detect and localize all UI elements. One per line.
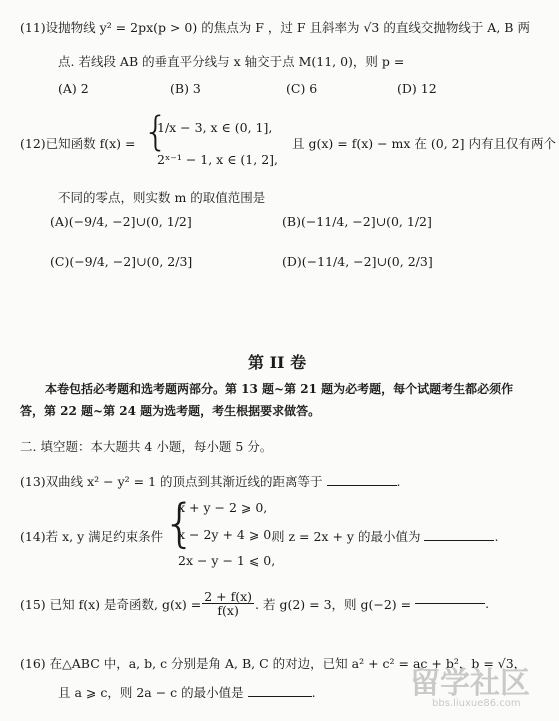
q14-cond1: x + y − 2 ⩾ 0, bbox=[178, 500, 268, 515]
q12-case1: 1/x − 3, x ∈ (0, 1], bbox=[157, 120, 273, 135]
section-intro-2: 答，第 22 题~第 24 题为选考题，考生根据要求做答。 bbox=[20, 404, 321, 418]
section-intro-1: 本卷包括必考题和选考题两部分。第 13 题~第 21 题为必考题，每个试题考生都必须作 bbox=[45, 382, 514, 396]
q16-answer-blank[interactable] bbox=[248, 696, 312, 697]
q11-option-a: (A) 2 bbox=[58, 81, 89, 96]
q12-option-c: (C)(−9/4, −2]∪(0, 2/3] bbox=[50, 254, 193, 269]
q11-option-c: (C) 6 bbox=[286, 81, 318, 96]
q14-suffix: 则 z = 2x + y 的最小值为 . bbox=[272, 529, 499, 544]
q14-prefix: (14)若 x, y 满足约束条件 bbox=[20, 529, 164, 544]
q15-denominator: f(x) bbox=[217, 603, 239, 619]
q14-cond3: 2x − y − 1 ⩽ 0, bbox=[178, 553, 276, 568]
section-title: 第 II 卷 bbox=[248, 353, 307, 372]
q14-cond2: x − 2y + 4 ⩾ 0, bbox=[178, 527, 276, 542]
q12-prefix: (12)已知函数 f(x) = bbox=[20, 136, 136, 151]
q15-answer-blank[interactable] bbox=[415, 603, 485, 604]
q11-line2: 点. 若线段 AB 的垂直平分线与 x 轴交于点 M(11, 0)，则 p = bbox=[58, 54, 405, 69]
q15-fraction bbox=[202, 590, 254, 617]
q14-answer-blank[interactable] bbox=[424, 540, 494, 541]
q12-line2: 不同的零点，则实数 m 的取值范围是 bbox=[58, 190, 266, 205]
q12-brace: { bbox=[143, 109, 169, 155]
q12-suffix: 且 g(x) = f(x) − mx 在 (0, 2] 内有且仅有两个 bbox=[292, 136, 556, 151]
q13-answer-blank[interactable] bbox=[327, 485, 397, 486]
watermark-url: bbs.liuxue86.com bbox=[432, 698, 521, 709]
q16-line2: 且 a ⩾ c，则 2a − c 的最小值是 . bbox=[58, 685, 316, 700]
q12-option-a: (A)(−9/4, −2]∪(0, 1/2] bbox=[50, 214, 192, 229]
q15-line: (15) 已知 f(x) 是奇函数, g(x) = $\frac{2 + f(x)}{f(x)}$ . 若 g(2) = 3，则 g(−2) = . bbox=[20, 589, 490, 619]
q12-option-b: (B)(−11/4, −2]∪(0, 1/2] bbox=[282, 214, 432, 229]
q15-numerator: 2 + f(x) bbox=[204, 589, 253, 604]
q11-option-b: (B) 3 bbox=[170, 81, 201, 96]
fill-blank-header: 二. 填空题：本大题共 4 小题，每小题 5 分。 bbox=[20, 439, 273, 454]
q12-option-d: (D)(−11/4, −2]∪(0, 2/3] bbox=[282, 254, 433, 269]
watermark-logo: 留学社区 bbox=[410, 666, 530, 701]
q11-line1: (11)设抛物线 y² = 2px(p > 0) 的焦点为 F ，过 F 且斜率为 √3 的直线交抛物线于 A, B 两 bbox=[20, 20, 530, 35]
q16-line1: (16) 在△ABC 中，a, b, c 分别是角 A, B, C 的对边，已知 a² + c² = ac + b²，b = √3， bbox=[20, 656, 527, 671]
q13-text: (13)双曲线 x² − y² = 1 的顶点到其渐近线的距离等于 . bbox=[20, 474, 401, 489]
q14-brace: { bbox=[163, 494, 197, 554]
q12-case2: 2ˣ⁻¹ − 1, x ∈ (1, 2], bbox=[157, 152, 279, 167]
q11-option-d: (D) 12 bbox=[397, 81, 437, 96]
